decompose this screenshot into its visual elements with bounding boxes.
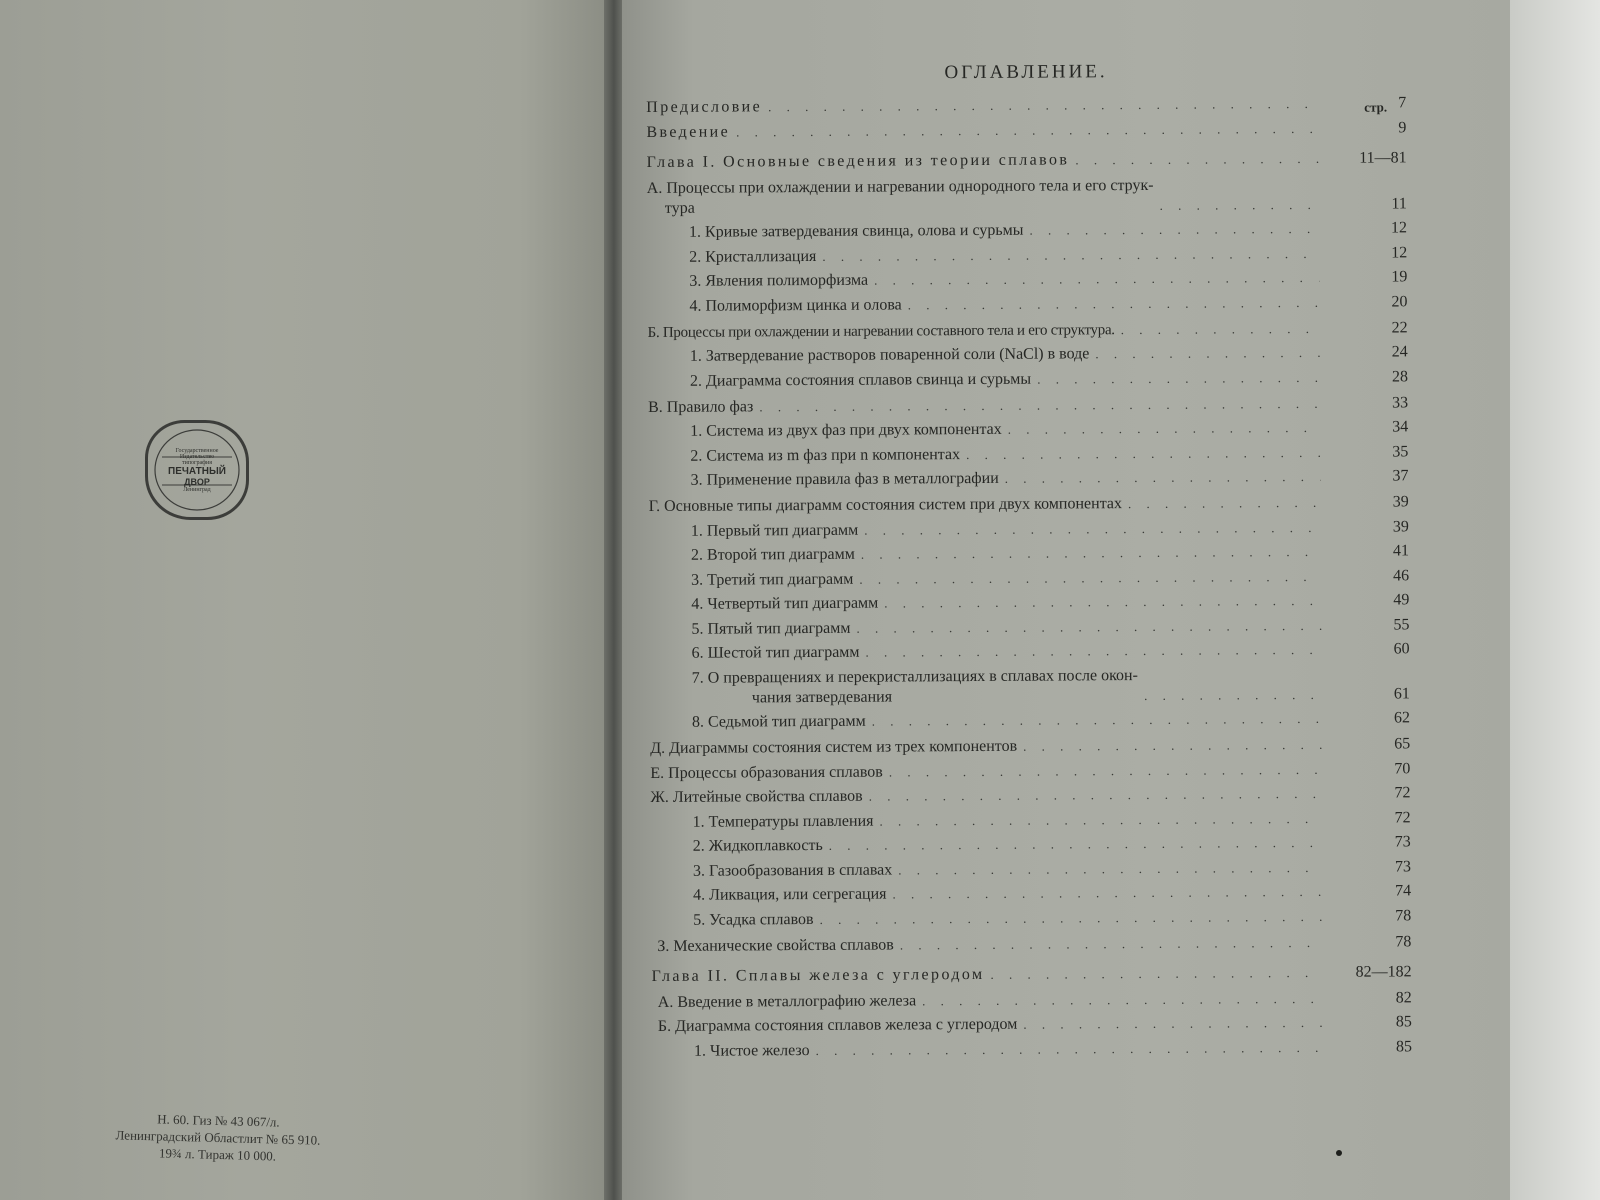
stamp-line-1: Государственное: [175, 447, 219, 454]
toc-entry-page: 41: [1392, 542, 1410, 560]
toc-entry-page: 20: [1391, 292, 1408, 310]
toc-entry-page: 34: [1392, 418, 1409, 436]
toc-section: [649, 492, 1409, 517]
leader-dots: [922, 988, 1324, 1010]
toc-entry-page: 73: [1394, 857, 1411, 875]
imprint-block: [87, 1109, 348, 1167]
toc-entry-page: 72: [1394, 808, 1411, 826]
toc-entry-text: 2. Диаграмма состояния сплавов свинца и сурьмы: [689, 370, 1032, 390]
leader-dots: [872, 709, 1322, 732]
leader-dots: [898, 857, 1323, 880]
toc-entry: [650, 708, 1410, 733]
leader-dots: [1037, 367, 1320, 389]
stamp-line-6: Ленинград: [183, 486, 211, 493]
toc-entry-page: 19: [1391, 268, 1408, 286]
toc-entry-text: Г. Основные типы диаграмм состояния систем при двух компонентах: [648, 495, 1123, 515]
toc-entry: [648, 342, 1408, 367]
toc-entry-text: 1. Чистое железо: [693, 1041, 810, 1060]
toc-entry-text: 5. Пятый тип диаграмм: [691, 619, 851, 638]
toc-entry-page: 39: [1392, 493, 1409, 511]
toc-entry: [646, 118, 1406, 143]
toc-entry: [652, 1037, 1412, 1062]
toc-entry-page: 78: [1395, 906, 1412, 924]
toc-entry-text: З. Механические свойства сплавов: [657, 936, 894, 955]
toc-entry-text: 5. Усадка сплавов: [693, 910, 814, 929]
toc-entry: [648, 417, 1408, 442]
toc-entry-text: А. Введение в металлографию железа: [657, 991, 917, 1011]
stamp-line-5: ДВОР: [184, 476, 210, 487]
leader-dots: [1023, 1013, 1324, 1035]
toc-title: ОГЛАВЛЕНИЕ.: [944, 61, 1108, 84]
leader-dots: [869, 784, 1323, 807]
leader-dots: [816, 1037, 1325, 1060]
toc-entry-page: 55: [1393, 615, 1410, 633]
toc-entry: [651, 881, 1411, 906]
leader-dots: [859, 566, 1321, 589]
stamp-line-4: ПЕЧАТНЫЙ: [168, 465, 226, 477]
left-page: [0, 0, 612, 1200]
toc-entry-page: 73: [1394, 833, 1411, 851]
toc-entry-text: 4. Полиморфизм цинка и олова: [689, 295, 902, 315]
toc-entry: [649, 517, 1409, 542]
leader-dots: [1160, 194, 1319, 215]
toc-entry: [651, 832, 1411, 857]
toc-entry-text: 3. Применение правила фаз в металлографии: [690, 469, 999, 489]
leader-dots: [819, 906, 1323, 929]
toc-entry-text: 2. Система из m фаз при n компонентах: [690, 445, 961, 465]
imprint-line-1: Н. 60. Гиз № 43 067/л.: [157, 1111, 280, 1130]
toc-section: [647, 174, 1407, 219]
toc-entry: [649, 615, 1409, 640]
toc-entry-page: 11: [1391, 194, 1407, 212]
toc-entry-text: 1. Кривые затвердевания свинца, олова и сурьмы: [688, 221, 1024, 241]
toc-entry-page: 78: [1395, 932, 1412, 950]
table-of-contents: [646, 59, 1412, 1066]
leader-dots: [1008, 418, 1321, 440]
toc-entry-text: Глава II. Сплавы железа с углеродом: [651, 965, 985, 985]
leader-dots: [1005, 467, 1321, 489]
toc-entry-page: 12: [1391, 243, 1408, 261]
leader-dots: [759, 393, 1320, 416]
toc-entry: [647, 243, 1407, 268]
toc-entry-text: 6. Шестой тип диаграмм: [691, 643, 860, 662]
leader-dots: [1128, 493, 1321, 514]
toc-entry-text: 1. Затвердевание растворов поваренной соли (NaCl) в воде: [689, 345, 1090, 365]
toc-section: [652, 988, 1412, 1013]
toc-entry: [649, 541, 1409, 566]
toc-entry-text: Введение: [646, 122, 731, 141]
toc-entry-text: 4. Четвертый тип диаграмм: [691, 594, 879, 613]
leader-dots: [908, 292, 1320, 315]
toc-entry-page: 60: [1393, 640, 1410, 658]
toc-entry-text: Е. Процессы образования сплавов: [650, 763, 883, 782]
toc-entry-page: 12: [1390, 219, 1408, 237]
toc-entry-page: 28: [1391, 367, 1408, 385]
imprint-line-2: Ленинградский Областлит № 65 910.: [115, 1127, 321, 1148]
toc-entry-text: 3. Газообразования в сплавах: [692, 861, 893, 880]
leader-dots: [768, 94, 1318, 117]
imprint-line-3: 19¾ л. Тираж 10 000.: [158, 1145, 277, 1164]
toc-entry-page: 46: [1393, 566, 1410, 584]
toc-entry-page: 85: [1395, 1037, 1413, 1055]
toc-entry: [648, 367, 1408, 392]
toc-entry-text: Б. Диаграмма состояния сплавов железа с углеродом: [657, 1015, 1018, 1035]
toc-section: [650, 783, 1410, 808]
toc-entry-text: Ж. Литейные свойства сплавов: [650, 787, 863, 806]
toc-entry: [648, 466, 1408, 491]
toc-entry-text: [647, 175, 1154, 218]
toc-entry-text: 2. Кристаллизация: [689, 247, 817, 266]
toc-entry-text: Предисловие: [646, 98, 763, 116]
toc-section: [651, 932, 1411, 957]
toc-entry-text: Д. Диаграммы состояния систем из трех компонентов: [650, 737, 1018, 757]
toc-entry-text: [650, 666, 1138, 709]
leader-dots: [966, 442, 1320, 464]
stamp-line-2: Издательство: [179, 453, 215, 460]
toc-entry-text: 2. Второй тип диаграмм: [690, 545, 855, 564]
background-surface: [1510, 0, 1600, 1200]
toc-entry-text: Б. Процессы при охлаждении и нагревании составного тела и его структура.: [647, 321, 1115, 341]
toc-entry-text: 1. Температуры плавления: [692, 812, 874, 831]
leader-dots: [990, 962, 1323, 984]
toc-entry-text-line-1: 7. О превращениях и перекристаллизациях в сплавах после окон-: [691, 666, 1138, 687]
toc-entry-page: 65: [1394, 735, 1411, 753]
toc-entry-page: 11—81: [1359, 148, 1407, 167]
toc-entry-text: 2. Жидкоплавкость: [692, 836, 823, 855]
pages-column-label: стр.: [1364, 99, 1388, 115]
toc-entry: [651, 906, 1411, 931]
toc-entry: [649, 590, 1409, 615]
stamp-line-3: типография: [181, 459, 213, 466]
toc-entry-page: 33: [1392, 393, 1409, 411]
leader-dots: [1023, 735, 1322, 757]
leader-dots: [884, 591, 1321, 614]
toc-entry: [649, 566, 1409, 591]
toc-entry-page: 35: [1392, 442, 1409, 460]
leader-dots: [1144, 684, 1322, 705]
toc-entry-page: 72: [1394, 784, 1411, 802]
leader-dots: [900, 932, 1324, 955]
toc-section: [648, 393, 1408, 418]
toc-entry: [647, 292, 1407, 317]
toc-section: [652, 1012, 1412, 1037]
leader-dots: [1075, 148, 1318, 169]
leader-dots: [861, 542, 1321, 565]
toc-entry-text: В. Правило фаз: [648, 397, 754, 416]
toc-entry-text-line-1: А. Процессы при охлаждении и нагревании однородного тела и его струк-: [646, 176, 1154, 197]
toc-entry-page: 22: [1391, 318, 1408, 336]
toc-entry-page: 85: [1395, 1013, 1412, 1031]
leader-dots: [892, 882, 1323, 905]
leader-dots: [822, 243, 1319, 266]
leader-dots: [1095, 343, 1320, 364]
toc-entry-page: 39: [1392, 517, 1409, 535]
toc-section: [650, 759, 1410, 784]
toc-entry-text: 1. Первый тип диаграмм: [690, 521, 859, 540]
leader-dots: [1121, 318, 1320, 339]
leader-dots: [736, 118, 1318, 142]
toc-entry-page: 61: [1393, 684, 1410, 702]
toc-entry: [647, 218, 1407, 243]
toc-entry-page: 49: [1393, 591, 1410, 609]
toc-entry-page: 82—182: [1355, 962, 1412, 981]
leader-dots: [879, 808, 1322, 831]
toc-section: [650, 734, 1410, 759]
toc-entry-text: 3. Явления полиморфизма: [689, 271, 869, 290]
ink-dot: [1336, 1150, 1342, 1156]
toc-section: [648, 318, 1408, 343]
leader-dots: [1029, 219, 1319, 241]
toc-entry: [648, 442, 1408, 467]
toc-entry-page: 70: [1394, 759, 1411, 777]
leader-dots: [889, 759, 1323, 782]
toc-entry: [647, 267, 1407, 292]
leader-dots: [874, 268, 1319, 291]
toc-entry-page: 7: [1398, 94, 1407, 112]
toc-entry-text: 3. Третий тип диаграмм: [691, 570, 854, 589]
toc-entry-text: Глава I. Основные сведения из теории сплавов: [646, 150, 1070, 171]
toc-entry-page: 74: [1395, 882, 1412, 900]
toc-entry-page: 24: [1391, 343, 1408, 361]
toc-entry: [646, 93, 1406, 118]
toc-entry-text: 8. Седьмой тип диаграмм: [691, 712, 866, 731]
toc-entry: [651, 808, 1411, 833]
toc-entry-text: 1. Система из двух фаз при двух компонентах: [690, 420, 1002, 440]
toc-entry: [651, 857, 1411, 882]
toc-entry-page: 82: [1395, 988, 1412, 1006]
publisher-stamp: [145, 420, 249, 520]
leader-dots: [856, 615, 1321, 638]
toc-entry-page: 9: [1398, 118, 1407, 136]
toc-entry: [650, 639, 1410, 664]
toc-entry: [650, 664, 1410, 709]
toc-entry-text-line-2: тура: [664, 199, 695, 217]
leader-dots: [864, 517, 1321, 540]
leader-dots: [829, 833, 1323, 856]
toc-chapter: [652, 962, 1412, 987]
toc-entry-page: 62: [1393, 709, 1411, 727]
toc-chapter: [647, 148, 1407, 173]
toc-entry-text: 4. Ликвация, или сегрегация: [693, 885, 887, 904]
toc-entry-page: 37: [1392, 467, 1409, 485]
toc-entry-text-line-2: чания затвердевания: [751, 688, 893, 706]
leader-dots: [865, 640, 1321, 663]
